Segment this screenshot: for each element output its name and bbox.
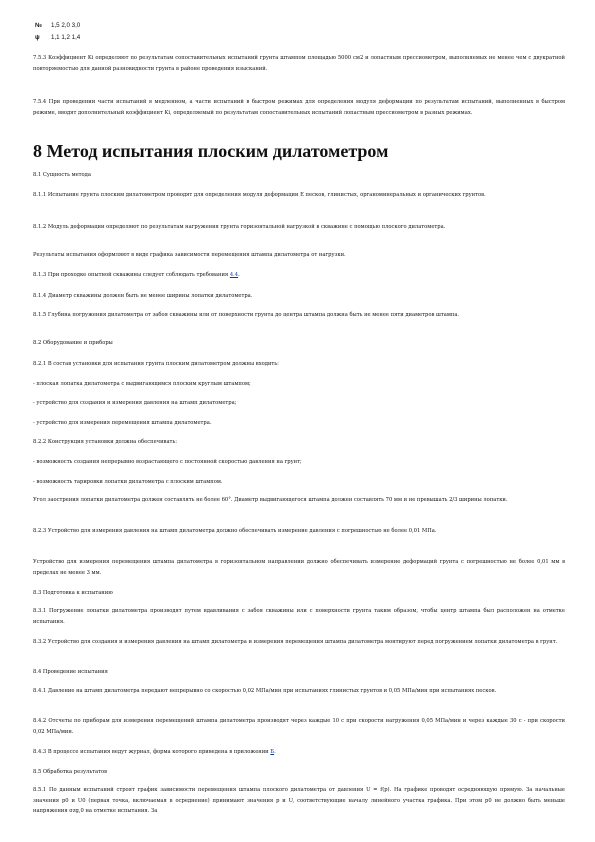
table-row-key: № (35, 22, 42, 29)
paragraph-8-1-1: 8.1.1 Испытание грунта плоским дилатометром проводят для определения модуля деформации E песков, глинистых, органоминеральных и органических грунтов. (33, 192, 486, 198)
section-heading: 8 Метод испытания плоским дилатометром (33, 141, 389, 161)
subsection-8-2: 8.2 Оборудование и приборы (33, 340, 113, 346)
list-item: - устройство для создания и измерения давления на штамп дилатометра; (33, 400, 237, 406)
list-item: - возможность тарировки лопатки дилатометра с плоским штампом. (33, 479, 223, 485)
table-row-values: 1,5 2,0 3,0 (51, 22, 81, 29)
link-4-4[interactable]: 4.4 (229, 272, 239, 278)
table-row (35, 20, 80, 32)
subsection-8-4: 8.4 Проведение испытания (33, 669, 108, 675)
paragraph-8-2-2: 8.2.2 Конструкция установки должна обеспечивать: (33, 439, 177, 445)
paragraph-8-2-3b: Устройство для измерения перемещения штампа дилатометра в горизонтальном направлении должно обеспечивать измерение деформаций грунта с погрешностью не более 0,01 мм в пределах не менее 3 мм. (33, 559, 565, 576)
paragraph-8-4-2: 8.4.2 Отсчеты по приборам для измерения перемещений штампа дилатометра производят через каждые 10 с при скорости нагружения 0,05 МПа/мин и через каждые 30 с - при скорости 0,02 МПа/мин. (33, 718, 565, 735)
paragraph-8-3-1: 8.3.1 Погружение лопатки дилатометра производят путем вдавливания с забоя скважины или с поверхности грунта таким образом, чтобы центр штампа был расположен на отметке испытания. (33, 608, 565, 625)
paragraph-8-4-3: 8.4.3 В процессе испытания ведут журнал, форма которого приведена в приложении Б. (33, 749, 276, 755)
paragraph-7-5-3: 7.5.3 Коэффициент Ki определяют по результатам сопоставительных испытаний грунта штампом площадью 5000 см2 и лопастным прессиометром, выполняемых не менее чем с двукратной повторяемостью для данной разновидности грунта в районе проведения изысканий. (33, 55, 565, 72)
subsection-8-1: 8.1 Сущность метода (33, 172, 91, 178)
subsection-8-3: 8.3 Подготовка к испытанию (33, 590, 113, 596)
paragraph-8-1-2b: Результаты испытания оформляют в виде графика зависимости перемещения штампа дилатометра от нагрузки. (33, 252, 346, 258)
list-item: - плоская лопатка дилатометра с выдвигающимся плоским круглым штампом; (33, 381, 251, 387)
table-row-values: 1,1 1,2 1,4 (51, 34, 81, 41)
paragraph-8-1-2: 8.1.2 Модуль деформации определяют по результатам нагружения грунта горизонтальной нагрузкой в скважине с помощью плоского дилатометра. (33, 224, 446, 230)
coefficient-table (35, 20, 80, 44)
table-row (35, 32, 80, 44)
table-row-key: ψ (35, 34, 40, 41)
paragraph-8-2-1: 8.2.1 В состав установки для испытания грунта плоским дилатометром должны входить: (33, 361, 279, 367)
list-item: - устройство для измерения перемещения штампа дилатометра. (33, 420, 212, 426)
paragraph-8-5-1: 8.5.1 По данным испытаний строят график зависимости перемещения штампа плоского дилатометра от давления U = f(p). На графике проводят осредняющую прямую. За начальные значения p0 и U0 (первая точка, включаемая в осреднение) принимают значения p и U, соответствующие началу линейного участка графика. При этом p0 не должно быть меньше напряжения σzg,0 на отметке испытания. За (33, 787, 565, 814)
list-item: - возможность создания непрерывно возрастающего с постоянной скоростью давления на грунт; (33, 459, 302, 465)
paragraph-8-1-3: 8.1.3 При проходке опытной скважины следует соблюдать требования 4.4. (33, 272, 240, 278)
paragraph-8-1-4: 8.1.4 Диаметр скважины должен быть не менее ширины лопатки дилатометра. (33, 293, 253, 299)
paragraph-8-3-2: 8.3.2 Устройство для создания и измерения давления на штамп дилатометра и измерения перемещения штампа дилатометра монтируют перед погружением лопатки дилатометра в грунт. (33, 639, 558, 645)
paragraph-8-1-5: 8.1.5 Глубина погружения дилатометра от забоя скважины или от поверхности грунта до центра штампа должна быть не менее пяти диаметров штампа. (33, 312, 460, 318)
paragraph-8-4-1: 8.4.1 Давление на штамп дилатометра передают непрерывно со скоростью 0,02 МПа/мин при испытаниях глинистых грунтов и 0,05 МПа/мин при испытаниях песков. (33, 688, 497, 694)
paragraph-8-2-2b: Угол заострения лопатки дилатометра должен составлять не более 60°. Диаметр выдвигающегося штампа должен составлять 70 мм и не превышать 2/3 ширины лопатки. (33, 497, 508, 503)
paragraph-7-5-4: 7.5.4 При проведении части испытаний в медленном, а части испытаний в быстром режимах для определения модуля деформации по результатам испытаний, выполненных в быстром режиме, вводят дополнительный коэффициент Ki, определяемый по результатам сопоставительных испытаний лопастным прессиометром в разных режимах. (33, 99, 565, 116)
link-appendix-b[interactable]: Б (270, 749, 275, 755)
paragraph-8-2-3: 8.2.3 Устройство для измерения давления на штамп дилатометра должно обеспечивать измерение давления с погрешностью не более 0,01 МПа. (33, 528, 437, 534)
subsection-8-5: 8.5 Обработка результатов (33, 769, 108, 775)
